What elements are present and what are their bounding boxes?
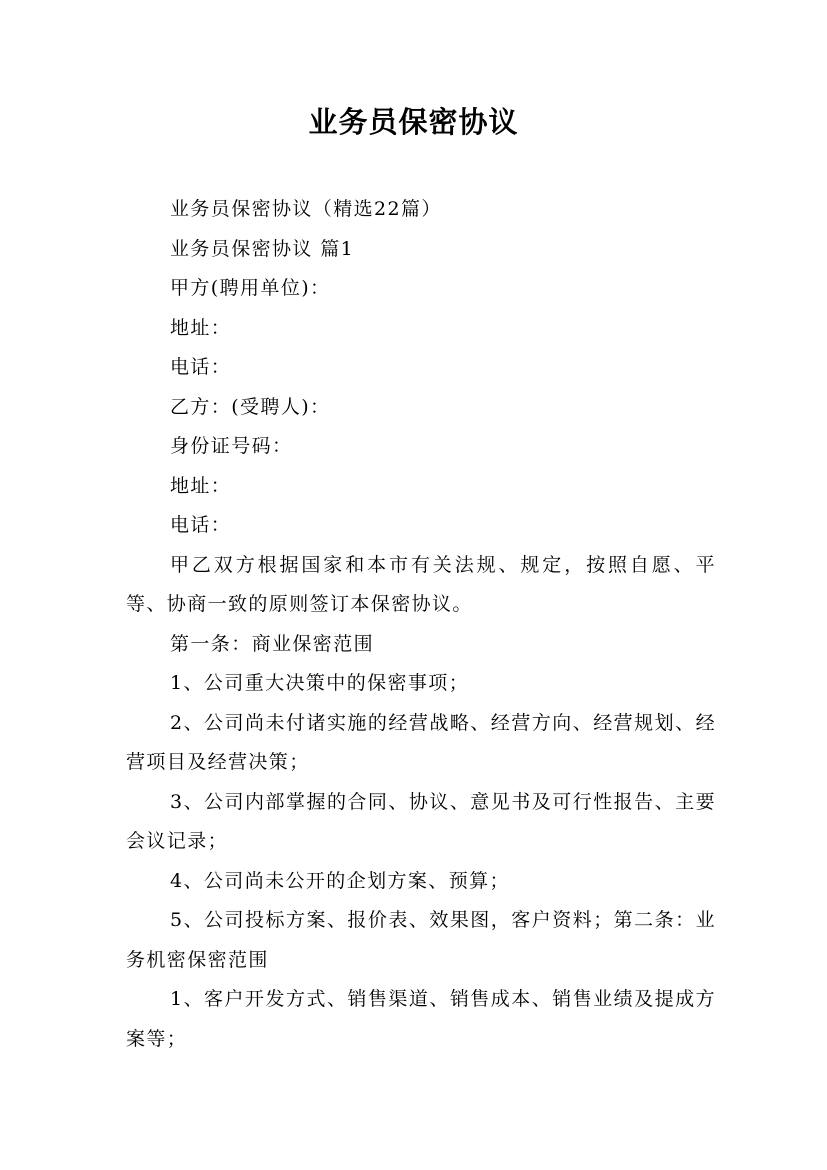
paragraph-party-b-phone: 电话： xyxy=(170,514,232,536)
document-title: 业务员保密协议 xyxy=(308,105,519,139)
paragraph-party-a: 甲方(聘用单位)： xyxy=(170,277,331,299)
paragraph-party-b-address: 地址： xyxy=(170,474,232,497)
paragraph-party-a-address: 地址： xyxy=(170,316,232,339)
paragraph-party-b: 乙方：(受聘人)： xyxy=(170,395,331,418)
paragraph-section-heading: 业务员保密协议 篇1 xyxy=(170,237,355,260)
document-body xyxy=(126,190,716,1059)
paragraph-article-1: 第一条：商业保密范围 xyxy=(170,632,375,655)
paragraph-subtitle: 业务员保密协议（精选22篇） xyxy=(170,198,442,220)
paragraph-item-6: 1、客户开发方式、销售渠道、销售成本、销售业绩及提成方案等； xyxy=(126,988,716,1050)
paragraph-item-1: 1、公司重大决策中的保密事项； xyxy=(170,672,470,694)
paragraph-preamble: 甲乙双方根据国家和本市有关法规、规定，按照自愿、平等、协商一致的原则签订本保密协议。 xyxy=(126,553,716,615)
paragraph-item-5: 5、公司投标方案、报价表、效果图，客户资料；第二条：业务机密保密范围 xyxy=(126,909,716,971)
paragraph-item-3: 3、公司内部掌握的合同、协议、意见书及可行性报告、主要会议记录； xyxy=(126,790,716,852)
paragraph-party-b-id: 身份证号码： xyxy=(170,435,293,457)
paragraph-party-a-phone: 电话： xyxy=(170,356,232,378)
paragraph-item-2: 2、公司尚未付诸实施的经营战略、经营方向、经营规划、经营项目及经营决策； xyxy=(126,711,716,773)
paragraph-item-4: 4、公司尚未公开的企划方案、预算； xyxy=(170,869,510,892)
